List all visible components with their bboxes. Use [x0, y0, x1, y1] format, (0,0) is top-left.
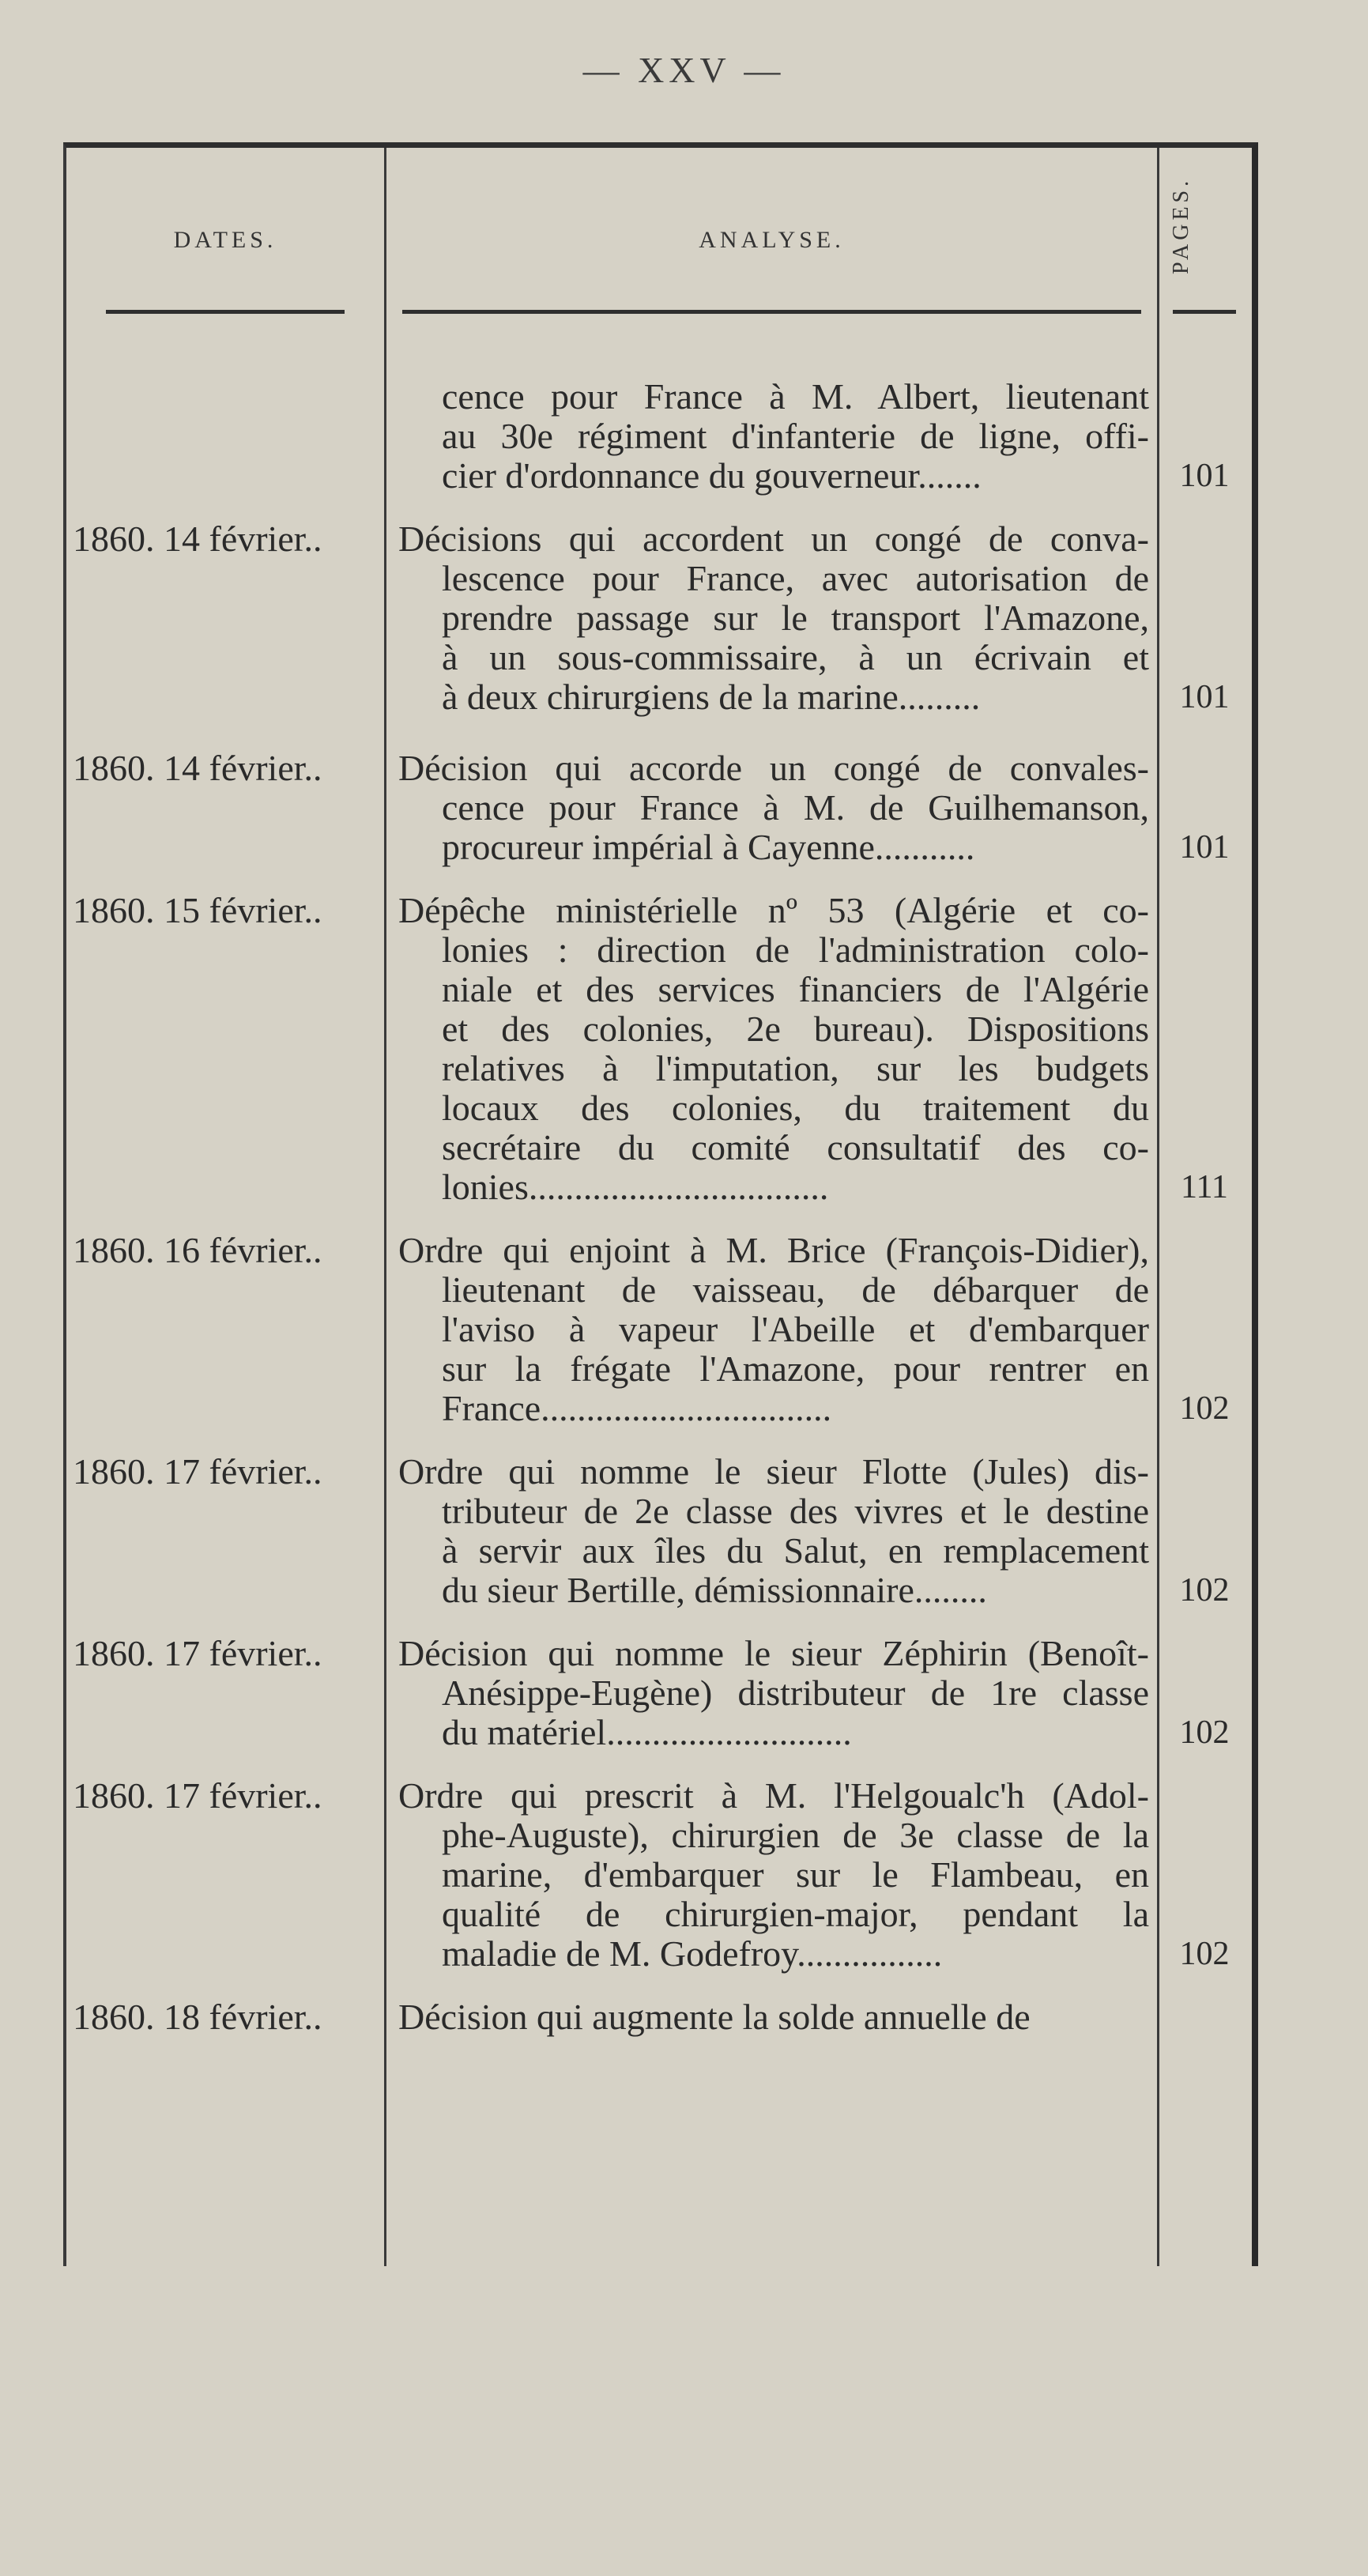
entry-analysis: [398, 1634, 1149, 1752]
entry-page: 102: [1179, 1390, 1230, 1427]
header-rule: [1173, 310, 1236, 314]
analysis-line: cier d'ordonnance du gouverneur.......: [442, 456, 982, 496]
analysis-line: lonies : direction de l'administration colo-: [442, 930, 1149, 970]
entry-date: 1860. 17 février..: [73, 1451, 322, 1492]
entry-analysis: [398, 1776, 1149, 1974]
analysis-line: du matériel...........................: [442, 1713, 852, 1752]
entry-date: 1860. 17 février..: [73, 1775, 322, 1816]
column-header-analyse: ANALYSE.: [699, 227, 845, 253]
analysis-line: tributeur de 2e classe des vivres et le destine: [442, 1492, 1149, 1531]
column-header-dates: DATES.: [173, 227, 277, 253]
page-number: — XXV —: [582, 50, 786, 90]
analysis-line: Ordre qui enjoint à M. Brice (François-Didier),: [398, 1231, 1149, 1270]
entry-analysis: [398, 1231, 1149, 1428]
entry-analysis: [398, 891, 1149, 1207]
entry-date: 1860. 14 février..: [73, 748, 322, 788]
entry-date: 1860. 16 février..: [73, 1230, 322, 1270]
analysis-line: Décisions qui accordent un congé de conva-: [398, 519, 1149, 559]
analysis-line: à un sous-commissaire, à un écrivain et: [442, 638, 1149, 677]
entry-analysis: [398, 749, 1149, 867]
analysis-line: qualité de chirurgien-major, pendant la: [442, 1895, 1149, 1934]
analysis-line: lonies.................................: [442, 1167, 829, 1207]
analysis-line: phe-Auguste), chirurgien de 3e classe de la: [442, 1816, 1149, 1855]
analysis-line: sur la frégate l'Amazone, pour rentrer en: [442, 1349, 1149, 1389]
analysis-line: procureur impérial à Cayenne...........: [442, 828, 975, 867]
index-table: [63, 142, 1258, 2266]
entry-page: 102: [1179, 1714, 1230, 1751]
entry-page: 102: [1179, 1572, 1230, 1609]
entry-page: 111: [1181, 1169, 1228, 1205]
analysis-line: l'aviso à vapeur l'Abeille et d'embarquer: [442, 1310, 1149, 1349]
analysis-line: cence pour France à M. de Guilhemanson,: [442, 788, 1149, 828]
entry-page: 102: [1179, 1936, 1230, 1972]
analysis-line: marine, d'embarquer sur le Flambeau, en: [442, 1855, 1149, 1895]
analysis-line: Ordre qui prescrit à M. l'Helgoualc'h (Adol-: [398, 1776, 1149, 1816]
analysis-line: Anésippe-Eugène) distributeur de 1re classe: [442, 1673, 1149, 1713]
entry-analysis: [398, 1452, 1149, 1610]
column-divider: [1157, 148, 1159, 2266]
entry-date: 1860. 17 février..: [73, 1633, 322, 1673]
entry-analysis: [398, 377, 1149, 496]
analysis-line: Dépêche ministérielle nº 53 (Algérie et co-: [398, 891, 1149, 930]
analysis-line: prendre passage sur le transport l'Amazone,: [442, 598, 1149, 638]
analysis-line: France................................: [442, 1389, 832, 1428]
analysis-line: maladie de M. Godefroy................: [442, 1934, 943, 1974]
analysis-line: relatives à l'imputation, sur les budgets: [442, 1049, 1149, 1088]
analysis-line: lieutenant de vaisseau, de débarquer de: [442, 1270, 1149, 1310]
entry-date: 1860. 18 février..: [73, 1997, 322, 2037]
analysis-line: Décision qui accorde un congé de convales-: [398, 749, 1149, 788]
analysis-line: locaux des colonies, du traitement du: [442, 1088, 1149, 1128]
analysis-line: au 30e régiment d'infanterie de ligne, offi-: [442, 417, 1149, 456]
header-rule: [106, 310, 345, 314]
header-rule: [402, 310, 1141, 314]
analysis-line: à deux chirurgiens de la marine.........: [442, 677, 981, 717]
entry-page: 101: [1179, 829, 1230, 866]
entry-page: 101: [1179, 458, 1230, 494]
entry-analysis: [398, 519, 1149, 717]
entry-date: 1860. 15 février..: [73, 890, 322, 930]
analysis-line: du sieur Bertille, démissionnaire........: [442, 1571, 987, 1610]
entry-page: 101: [1179, 679, 1230, 715]
analysis-line: Ordre qui nomme le sieur Flotte (Jules) dis-: [398, 1452, 1149, 1492]
entry-analysis: [398, 1997, 1149, 2037]
analysis-line: cence pour France à M. Albert, lieutenant: [442, 377, 1149, 417]
analysis-line: Décision qui augmente la solde annuelle de: [398, 1997, 1031, 2037]
column-divider: [384, 148, 386, 2266]
analysis-line: niale et des services financiers de l'Algérie: [442, 970, 1149, 1009]
analysis-line: secrétaire du comité consultatif des co-: [442, 1128, 1149, 1167]
analysis-line: Décision qui nomme le sieur Zéphirin (Benoît-: [398, 1634, 1149, 1673]
analysis-line: à servir aux îles du Salut, en remplacement: [442, 1531, 1149, 1571]
entry-date: 1860. 14 février..: [73, 519, 322, 559]
column-header-pages: PAGES.: [1169, 176, 1193, 274]
analysis-line: et des colonies, 2e bureau). Dispositions: [442, 1009, 1149, 1049]
analysis-line: lescence pour France, avec autorisation de: [442, 559, 1149, 598]
